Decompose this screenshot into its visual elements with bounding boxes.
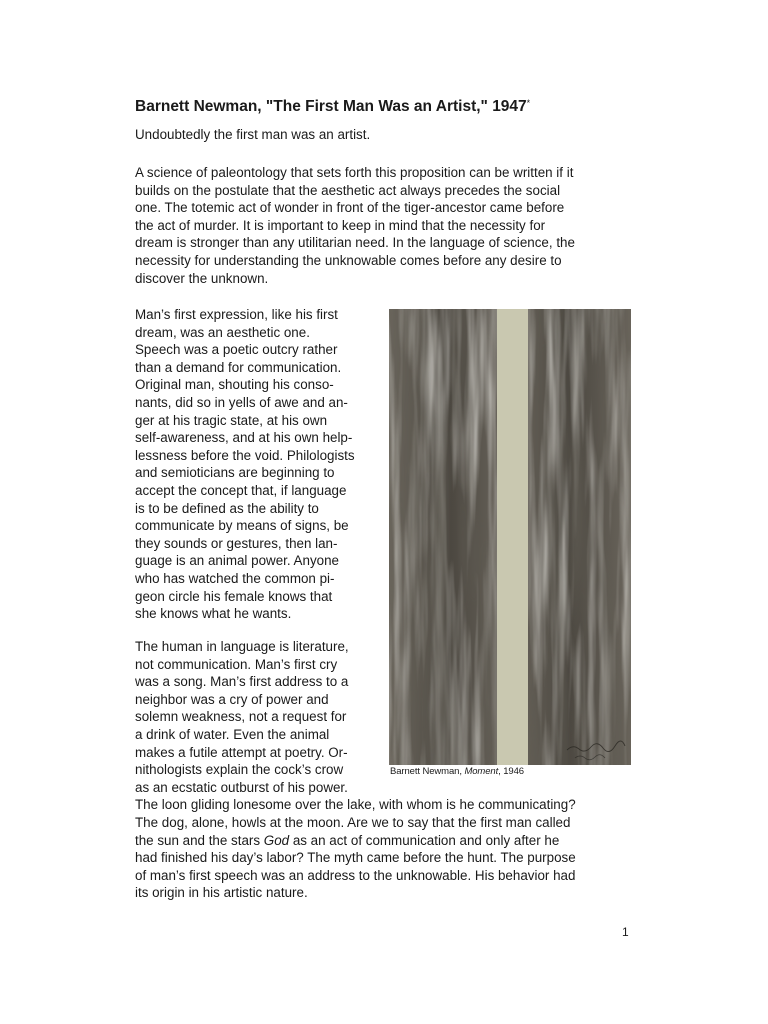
text-line: she knows what he wants.: [135, 606, 292, 622]
text-line: ger at his tragic state, at his own: [135, 412, 328, 428]
text-line: The dog, alone, howls at the moon. Are we to say that the first man called: [135, 814, 571, 830]
text-line: The human in language is literature,: [135, 639, 349, 654]
text-line: dream is stronger than any utilitarian need. In the language of science, the: [135, 235, 575, 251]
zip-stripe: [497, 309, 528, 765]
text-line: neighbor was a cry of power and: [135, 691, 329, 707]
footnote-mark[interactable]: *: [526, 98, 531, 108]
text-line: was a song. Man’s first address to a: [135, 674, 349, 690]
paragraph-1: [135, 126, 635, 144]
text-line: and semioticians are beginning to: [135, 465, 335, 481]
caption-year: , 1946: [498, 766, 524, 777]
text-line: geon circle his female knows that: [135, 588, 333, 604]
text-line: lessness before the void. Philologists: [135, 447, 355, 463]
text-line: makes a futile attempt at poetry. Or-: [135, 744, 348, 760]
figure-caption: [390, 766, 635, 778]
text-line: accept the concept that, if language: [135, 482, 347, 498]
text-run: as an act of communication and only after he: [289, 832, 560, 848]
painting-moment-artwork: [389, 309, 631, 765]
text-line: than a demand for communication.: [135, 359, 342, 375]
text-line: is to be defined as the ability to: [135, 500, 319, 516]
text-run: the sun and the stars: [135, 832, 264, 848]
text-line: nants, did so in yells of awe and an-: [135, 394, 348, 410]
text-line: Original man, shouting his conso-: [135, 377, 334, 393]
text-line: Undoubtedly the first man was an artist.: [135, 127, 371, 142]
text-line: The loon gliding lonesome over the lake, with whom is he communicating?: [135, 797, 576, 813]
page-number: 1: [622, 925, 629, 939]
painting-image: [389, 309, 631, 765]
text-line: builds on the postulate that the aesthetic act always precedes the social: [135, 182, 561, 198]
text-line: Speech was a poetic outcry rather: [135, 342, 338, 358]
text-line: nithologists explain the cock’s crow: [135, 762, 344, 778]
text-line: one. The totemic act of wonder in front of the tiger-ancestor came before: [135, 200, 565, 216]
caption-title: Moment: [464, 766, 499, 777]
text-line: Man’s first expression, like his first: [135, 307, 338, 322]
text-line: its origin in his artistic nature.: [135, 885, 308, 901]
text-line: not communication. Man’s first cry: [135, 656, 338, 672]
title-text: Barnett Newman, "The First Man Was an Artist," 1947: [135, 98, 527, 115]
text-line: communicate by means of signs, be: [135, 518, 349, 534]
text-line: self-awareness, and at his own help-: [135, 430, 353, 446]
text-line: guage is an animal power. Anyone: [135, 553, 339, 569]
paragraph-2: [135, 164, 635, 287]
text-line: dream, was an aesthetic one.: [135, 324, 310, 340]
text-line: a drink of water. Even the animal: [135, 726, 330, 742]
text-line: of man’s first speech was an address to the unknowable. His behavior had: [135, 867, 576, 883]
text-line: discover the unknown.: [135, 270, 269, 286]
text-line: had finished his day’s labor? The myth came before the hunt. The purpose: [135, 850, 576, 866]
text-line: A science of paleontology that sets forth this proposition can be written if it: [135, 165, 574, 180]
emphasized-word: God: [263, 832, 290, 848]
text-line: [135, 832, 635, 850]
text-line: the act of murder. It is important to keep in mind that the necessity for: [135, 217, 546, 233]
text-line: who has watched the common pi-: [135, 570, 335, 586]
text-line: they sounds or gestures, then lan-: [135, 535, 338, 551]
text-line: as an ecstatic outburst of his power.: [135, 779, 348, 795]
text-line: necessity for understanding the unknowable comes before any desire to: [135, 252, 562, 268]
text-line: solemn weakness, not a request for: [135, 709, 347, 725]
paragraph-3: [135, 306, 380, 623]
article-title: [135, 93, 655, 117]
caption-artist: Barnett Newman,: [390, 766, 465, 777]
